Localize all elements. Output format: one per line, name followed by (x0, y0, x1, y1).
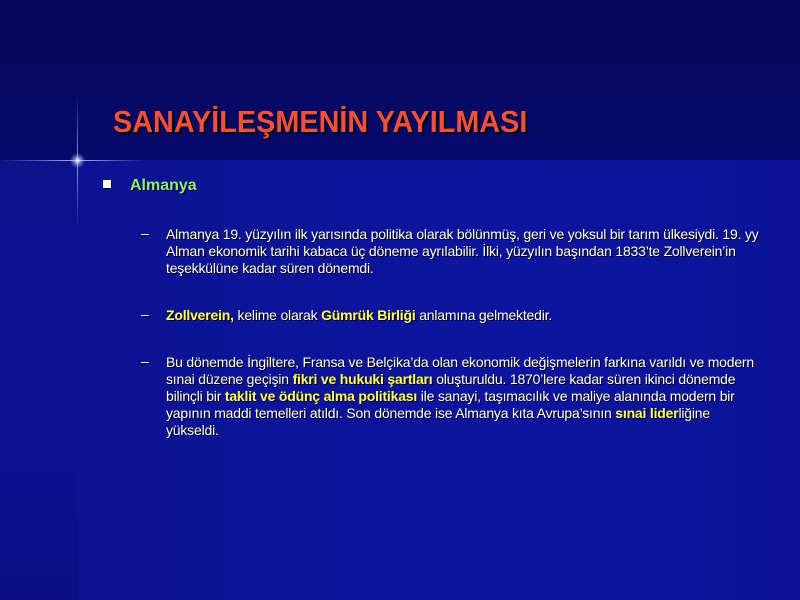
highlight-zollverein: Zollverein, (166, 307, 234, 323)
text-segment: anlamına gelmektedir. (415, 307, 552, 323)
highlight-gumruk-birligi: Gümrük Birliği (321, 307, 416, 323)
dash-bullet-icon: – (141, 225, 149, 241)
highlight-sinai-lider: sınai lider (615, 405, 679, 421)
section-heading: Almanya (130, 177, 197, 194)
dash-bullet-icon: – (141, 353, 149, 369)
text-segment: oluşturuldu. 1870’lere kadar süren ikinci dönemde bilinçli bir (166, 371, 736, 404)
text-segment: Bu dönemde İngiltere, Fransa ve Belçika’da olan ekonomik değişmelerin farkına varıldı ve modern sınai düzene geçişin (166, 354, 754, 387)
slide-title: SANAYİLEŞMENİN YAYILMASI (113, 104, 528, 139)
text-segment: ile sanayi, taşımacılık ve maliye alanında modern bir yapının maddi temelleri atıldı. Son dönemde ise Almanya kıta Avrupa’sının (166, 388, 735, 421)
text-segment: liğine yükseldi. (166, 405, 710, 438)
highlight-taklit-odunc: taklit ve ödünç alma politikası (224, 388, 418, 404)
text-segment: kelime olarak (233, 307, 322, 323)
highlight-fikri-hukuki: fikri ve hukuki şartları (292, 371, 433, 387)
paragraph-2 (166, 307, 766, 324)
decorative-glow (70, 153, 85, 168)
paragraph-3 (166, 354, 766, 439)
square-bullet-icon (103, 180, 111, 188)
paragraph-1: Almanya 19. yüzyılın ilk yarısında politika olarak bölünmüş, geri ve yoksul bir tarım ülkesiydi. 19. yy Alman ekonomik tarihi kabaca üç döneme ayrılabilir. İlki, yüzyılın başından 1833’te Zollverein’in teşekkülüne kadar süren dönemdi. (166, 226, 759, 276)
dash-bullet-icon: – (141, 306, 149, 322)
